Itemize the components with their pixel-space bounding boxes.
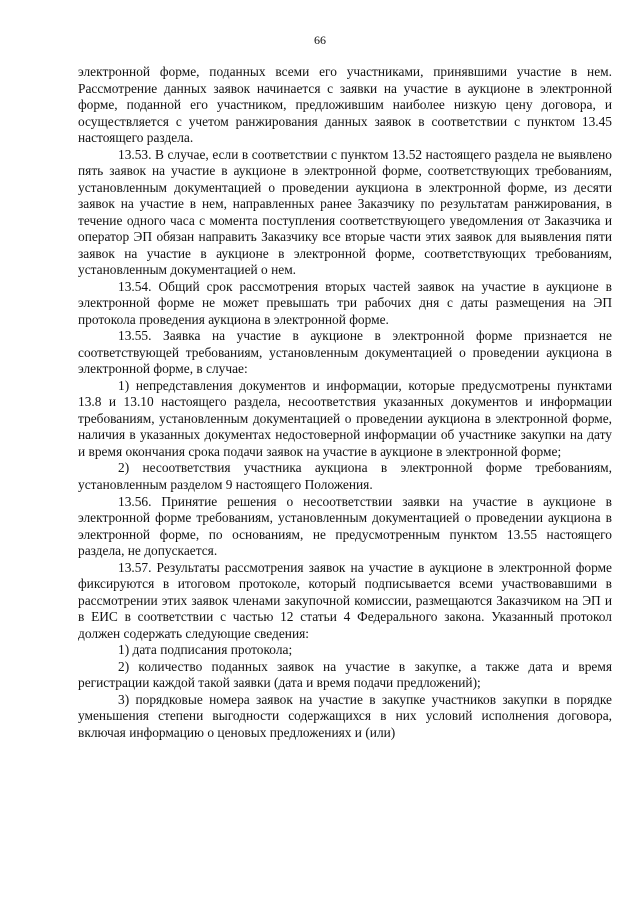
paragraph-13-53: 13.53. В случае, если в соответствии с пунктом 13.52 настоящего раздела не выявлено пять заявок на участие в аукционе в электронной форме, соответствующих требованиям, установленным документацией о проведении аукциона в электронной форме, из десяти заявок на участие в нем, направленных ранее Заказчику по результатам ранжирования, в течение одного часа с момента поступления соответствующего уведомления от Заказчика и оператор ЭП обязан направить Заказчику все вторые части этих заявок для выявления пяти заявок на участие в аукционе в электронной форме, соответствующих требованиям, установленным документацией о нем. xyxy=(78,146,612,278)
paragraph-13-54: 13.54. Общий срок рассмотрения вторых частей заявок на участие в аукционе в электронной форме не может превышать три рабочих дня с даты размещения на ЭП протокола проведения аукциона в электронной форме. xyxy=(78,278,612,327)
paragraph-13-55-item-2: 2) несоответствия участника аукциона в электронной форме требованиям, установленным разделом 9 настоящего Положения. xyxy=(78,460,612,492)
paragraph-13-55-item-1: 1) непредставления документов и информации, которые предусмотрены пунктами 13.8 и 13.10 настоящего раздела, несоответствия указанных документов и информации требованиям, установленным документацией о проведении аукциона в электронной форме, наличия в указанных документах недостоверной информации об участнике закупки на дату и время окончания срока подачи заявок на участие в аукционе в электронной форме; xyxy=(78,377,612,459)
paragraph-13-56: 13.56. Принятие решения о несоответствии заявки на участие в аукционе в электронной форме требованиям, установленным документацией о проведении аукциона в электронной форме, по основаниям, не предусмотренным пунктом 13.55 настоящего раздела, не допускается. xyxy=(78,493,612,559)
paragraph-13-57: 13.57. Результаты рассмотрения заявок на участие в аукционе в электронной форме фиксируются в итоговом протоколе, который подписывается всеми участвовавшими в рассмотрении этих заявок членами закупочной комиссии, размещаются Заказчиком на ЭП и в ЕИС в соответствии с частью 12 статьи 4 Федерального закона. Указанный протокол должен содержать следующие сведения: xyxy=(78,559,612,641)
paragraph-13-57-item-1: 1) дата подписания протокола; xyxy=(118,642,293,658)
paragraph-13-57-item-3: 3) порядковые номера заявок на участие в закупке участников закупки в порядке уменьшения степени выгодности содержащихся в них условий исполнения договора, включая информацию о ценовых предложениях и (или) xyxy=(78,691,612,740)
paragraph-13-55: 13.55. Заявка на участие в аукционе в электронной форме признается не соответствующей требованиям, установленным документацией о проведении аукциона в электронной форме, в случае: xyxy=(78,328,612,377)
document-body xyxy=(78,64,612,742)
page-number: 66 xyxy=(314,33,326,47)
paragraph-13-57-item-2: 2) количество поданных заявок на участие в закупке, а также дата и время регистрации каждой такой заявки (дата и время подачи предложений); xyxy=(78,658,612,691)
paragraph-continuation: электронной форме, поданных всеми его участниками, принявшими участие в нем. Рассмотрение данных заявок начинается с заявки на участие в аукционе в электронной форме, поданной его участником, предложившим наиболее низкую цену договора, и осуществляется с учетом ранжирования данных заявок в соответствии с пунктом 13.45 настоящего раздела. xyxy=(78,64,612,145)
